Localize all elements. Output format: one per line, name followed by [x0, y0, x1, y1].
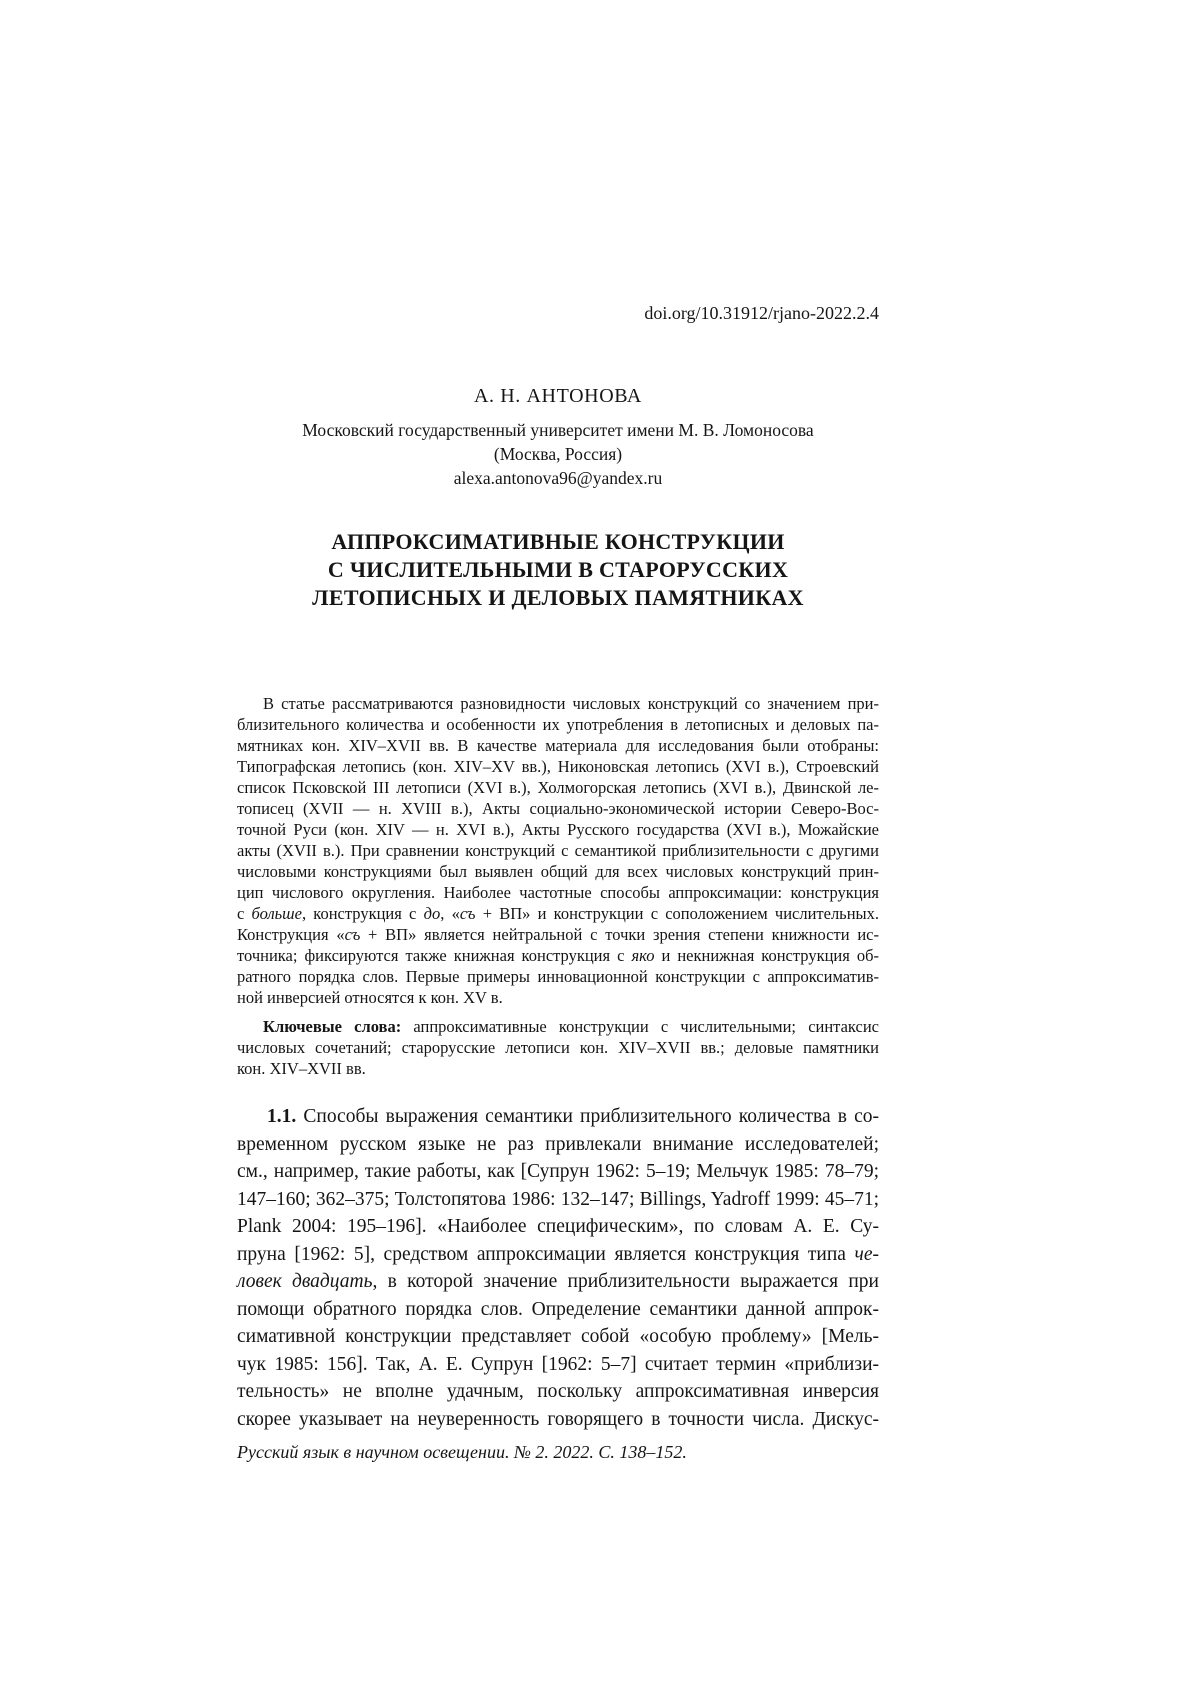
text-line: ной инверсией относятся к кон. XV в.	[237, 988, 503, 1007]
text-line: числовых сочетаний; старорусские летописи кон. XIV–XVII вв.; деловые памятники	[237, 1038, 879, 1057]
text-line: временном русском языке не раз привлекали внимание исследователей;	[237, 1133, 879, 1155]
text-line: мятниках кон. XIV–XVII вв. В качестве материала для исследования были отобраны:	[237, 736, 879, 755]
article-title-line-1: АППРОКСИМАТИВНЫЕ КОНСТРУКЦИИ	[331, 529, 785, 554]
text-line: 1.1. Способы выражения семантики приблизительного количества в со-	[267, 1106, 879, 1127]
text-line: кон. XIV–XVII вв.	[237, 1059, 366, 1078]
journal-footer: Русский язык в научном освещении. № 2. 2022. С. 138–152.	[237, 1442, 687, 1462]
author-email: alexa.antonova96@yandex.ru	[453, 468, 663, 488]
text-line: цип числового округления. Наиболее частотные способы аппроксимации: конструкция	[237, 883, 879, 902]
text-line: Ключевые слова: аппроксимативные конструкции с числительными; синтаксис	[263, 1017, 879, 1036]
text-line: помощи обратного порядка слов. Определение семантики данной аппрок-	[237, 1298, 879, 1320]
article-title	[237, 528, 879, 612]
text-line: с больше, конструкция с до, «съ + ВП» и конструкции с соположением числительных.	[237, 904, 879, 923]
text-line: Конструкция «съ + ВП» является нейтральной с точки зрения степени книжности ис-	[237, 925, 879, 944]
text-line: Типографская летопись (кон. XIV–XV вв.), Никоновская летопись (XVI в.), Строевский	[237, 757, 879, 776]
text-line: В статье рассматриваются разновидности числовых конструкций со значением при-	[263, 694, 879, 713]
article-title-line-3: ЛЕТОПИСНЫХ И ДЕЛОВЫХ ПАМЯТНИКАХ	[312, 585, 804, 610]
text-line: 147–160; 362–375; Толстопятова 1986: 132–147; Billings, Yadroff 1999: 45–71;	[237, 1188, 879, 1210]
text-line: чук 1985: 156]. Так, А. Е. Супрун [1962: 5–7] считает термин «приблизи-	[237, 1353, 879, 1375]
text-line: ловек двадцать, в которой значение приблизительности выражается при	[237, 1271, 879, 1292]
text-line: список Псковской III летописи (XVI в.), Холмогорская летопись (XVI в.), Двинской ле-	[237, 778, 879, 797]
doi-line: doi.org/10.31912/rjano-2022.2.4	[644, 303, 879, 323]
affiliation-university: Московский государственный университет имени М. В. Ломоносова	[302, 420, 814, 440]
text-line: симативной конструкции представляет собой «особую проблему» [Мель-	[237, 1326, 879, 1347]
text-line: см., например, такие работы, как [Супрун 1962: 5–19; Мельчук 1985: 78–79;	[237, 1161, 879, 1182]
text-line: тописец (XVII — н. XVIII в.), Акты социально-экономической истории Северо-Вос-	[237, 799, 879, 818]
text-line: точника; фиксируются также книжная конструкция с яко и некнижная конструкция об-	[237, 946, 879, 965]
text-column	[237, 0, 879, 1463]
text-line: числовыми конструкциями был выявлен общий для всех числовых конструкций прин-	[237, 862, 879, 881]
text-line: близительного количества и особенности их употребления в летописных и деловых па-	[237, 715, 879, 734]
body-paragraph	[237, 1103, 879, 1433]
keywords-paragraph	[237, 1016, 879, 1079]
text-line: ратного порядка слов. Первые примеры инновационной конструкции с аппроксиматив-	[237, 967, 879, 986]
affiliation-location: (Москва, Россия)	[493, 444, 623, 464]
author-name: А. Н. АНТОНОВА	[474, 385, 642, 407]
text-line: точной Руси (кон. XIV — н. XVI в.), Акты Русского государства (XVI в.), Можайские	[237, 820, 879, 839]
text-line: тельность» не вполне удачным, поскольку аппроксимативная инверсия	[237, 1381, 879, 1402]
abstract-paragraph	[237, 693, 879, 1008]
affiliation-block	[237, 418, 879, 490]
text-line: Plank 2004: 195–196]. «Наиболее специфическим», по словам А. Е. Су-	[237, 1216, 879, 1237]
text-line: скорее указывает на неуверенность говорящего в точности числа. Дискус-	[237, 1408, 879, 1430]
text-line: акты (XVII в.). При сравнении конструкций с семантикой приблизительности с другими	[237, 841, 879, 860]
article-title-line-2: С ЧИСЛИТЕЛЬНЫМИ В СТАРОРУССКИХ	[327, 557, 789, 582]
text-line: пруна [1962: 5], средством аппроксимации является конструкция типа че-	[237, 1243, 879, 1265]
